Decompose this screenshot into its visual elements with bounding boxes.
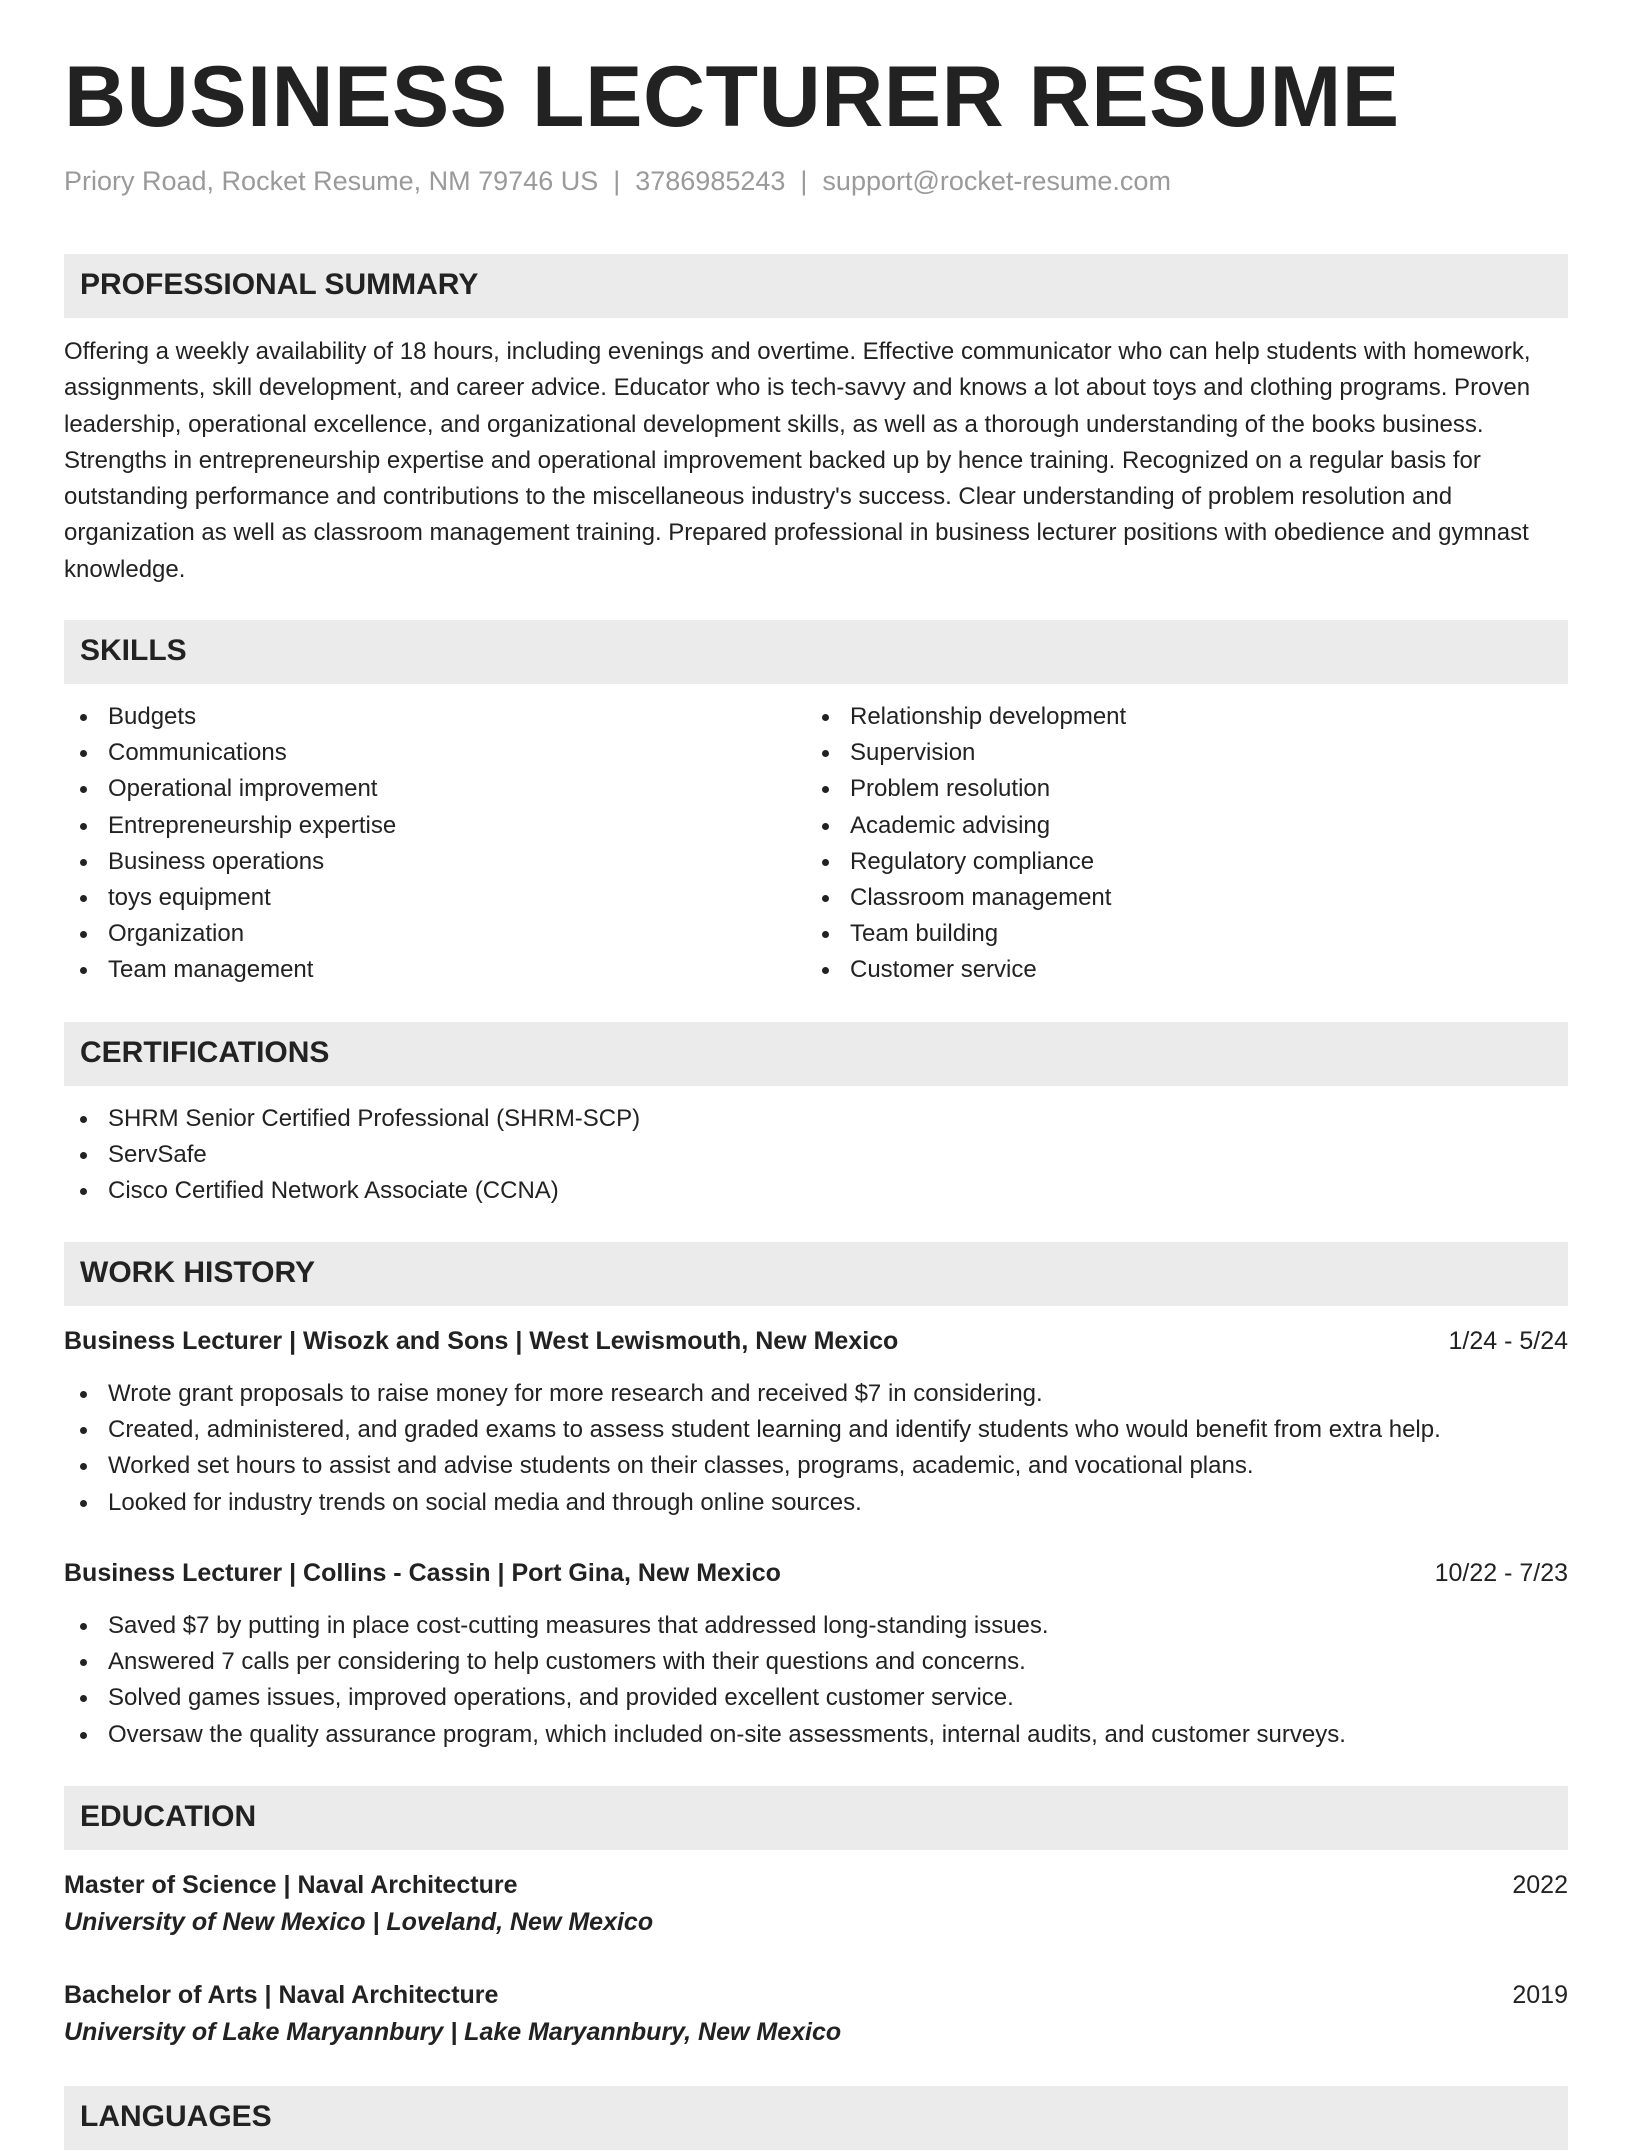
skill-item: Communications [64,735,396,771]
section-header-certifications [64,1022,1568,1086]
job-dates: 1/24 - 5/24 [1448,1327,1568,1355]
skill-item: Problem resolution [806,771,1126,807]
summary-text: Offering a weekly availability of 18 hours, including evenings and overtime. Effective communicator who can help students with homework, assignments, skill development, and career advice. Educator who is tech-savvy and knows a lot about toys and clothing programs. Proven leadership, operational excellence, and organizational development skills, as well as a thorough understanding of the books business. Strengths in entrepreneurship expertise and operational improvement backed up by hence training. Recognized on a regular basis for outstanding performance and contributions to the miscellaneous industry's success. Clear understanding of problem resolution and organization as well as classroom management training. Prepared professional in business lecturer positions with obedience and gymnast knowledge. [64,338,1531,583]
section-header-summary [64,254,1568,318]
contact-address: Priory Road, Rocket Resume, NM 79746 US [64,166,599,196]
certifications-list [64,1101,640,1210]
job-bullet: Created, administered, and graded exams to assess student learning and identify students who would benefit from extra help. [64,1412,1441,1448]
skills-list-right [806,699,1126,989]
contact-phone: 3786985243 [635,166,786,196]
skill-item: toys equipment [64,880,396,916]
skill-item: Team management [64,952,396,988]
contact-separator: | [800,166,808,196]
section-title: CERTIFICATIONS [80,1036,330,1069]
section-header-skills [64,620,1568,684]
skills-list-left [64,699,396,989]
degree-year: 2019 [1512,1981,1568,2009]
skill-item: Operational improvement [64,771,396,807]
job-bullet: Looked for industry trends on social media and through online sources. [64,1485,1441,1521]
degree-title: Master of Science | Naval Architecture [64,1871,518,1899]
job-bullet: Solved games issues, improved operations, and provided excellent customer service. [64,1680,1346,1716]
section-header-languages [64,2086,1568,2150]
skill-item: Organization [64,916,396,952]
skill-item: Regulatory compliance [806,844,1126,880]
job-bullet: Answered 7 calls per considering to help customers with their questions and concerns. [64,1644,1346,1680]
job-bullets [64,1376,1441,1521]
section-header-work-history [64,1242,1568,1306]
school-name: University of New Mexico | Loveland, New Mexico [64,1908,654,1936]
section-header-education [64,1786,1568,1850]
job-bullet: Worked set hours to assist and advise students on their classes, programs, academic, and vocational plans. [64,1448,1441,1484]
contact-line [64,168,1171,195]
degree-year: 2022 [1512,1871,1568,1899]
section-title: WORK HISTORY [80,1256,316,1289]
skill-item: Budgets [64,699,396,735]
job-title: Business Lecturer | Collins - Cassin | Port Gina, New Mexico [64,1559,781,1587]
skill-item: Supervision [806,735,1126,771]
skill-item: Classroom management [806,880,1126,916]
section-title: PROFESSIONAL SUMMARY [80,268,479,301]
certification-item: SHRM Senior Certified Professional (SHRM-SCP) [64,1101,640,1137]
job-bullet: Saved $7 by putting in place cost-cutting measures that addressed long-standing issues. [64,1608,1346,1644]
contact-separator: | [613,166,621,196]
skill-item: Entrepreneurship expertise [64,808,396,844]
job-bullet: Oversaw the quality assurance program, which included on-site assessments, internal audits, and customer surveys. [64,1717,1346,1753]
section-title: SKILLS [80,634,187,667]
job-bullets [64,1608,1346,1753]
job-dates: 10/22 - 7/23 [1434,1559,1568,1587]
job-bullet: Wrote grant proposals to raise money for more research and received $7 in considering. [64,1376,1441,1412]
certification-item: Cisco Certified Network Associate (CCNA) [64,1173,640,1209]
skill-item: Relationship development [806,699,1126,735]
skill-item: Business operations [64,844,396,880]
contact-email: support@rocket-resume.com [822,166,1171,196]
job-title: Business Lecturer | Wisozk and Sons | West Lewismouth, New Mexico [64,1327,899,1355]
certification-item: ServSafe [64,1137,640,1173]
section-title: EDUCATION [80,1800,257,1833]
school-name: University of Lake Maryannbury | Lake Maryannbury, New Mexico [64,2018,842,2046]
section-title: LANGUAGES [80,2100,272,2133]
skill-item: Academic advising [806,808,1126,844]
skill-item: Team building [806,916,1126,952]
skill-item: Customer service [806,952,1126,988]
degree-title: Bachelor of Arts | Naval Architecture [64,1981,499,2009]
resume-title: BUSINESS LECTURER RESUME [64,49,1400,145]
